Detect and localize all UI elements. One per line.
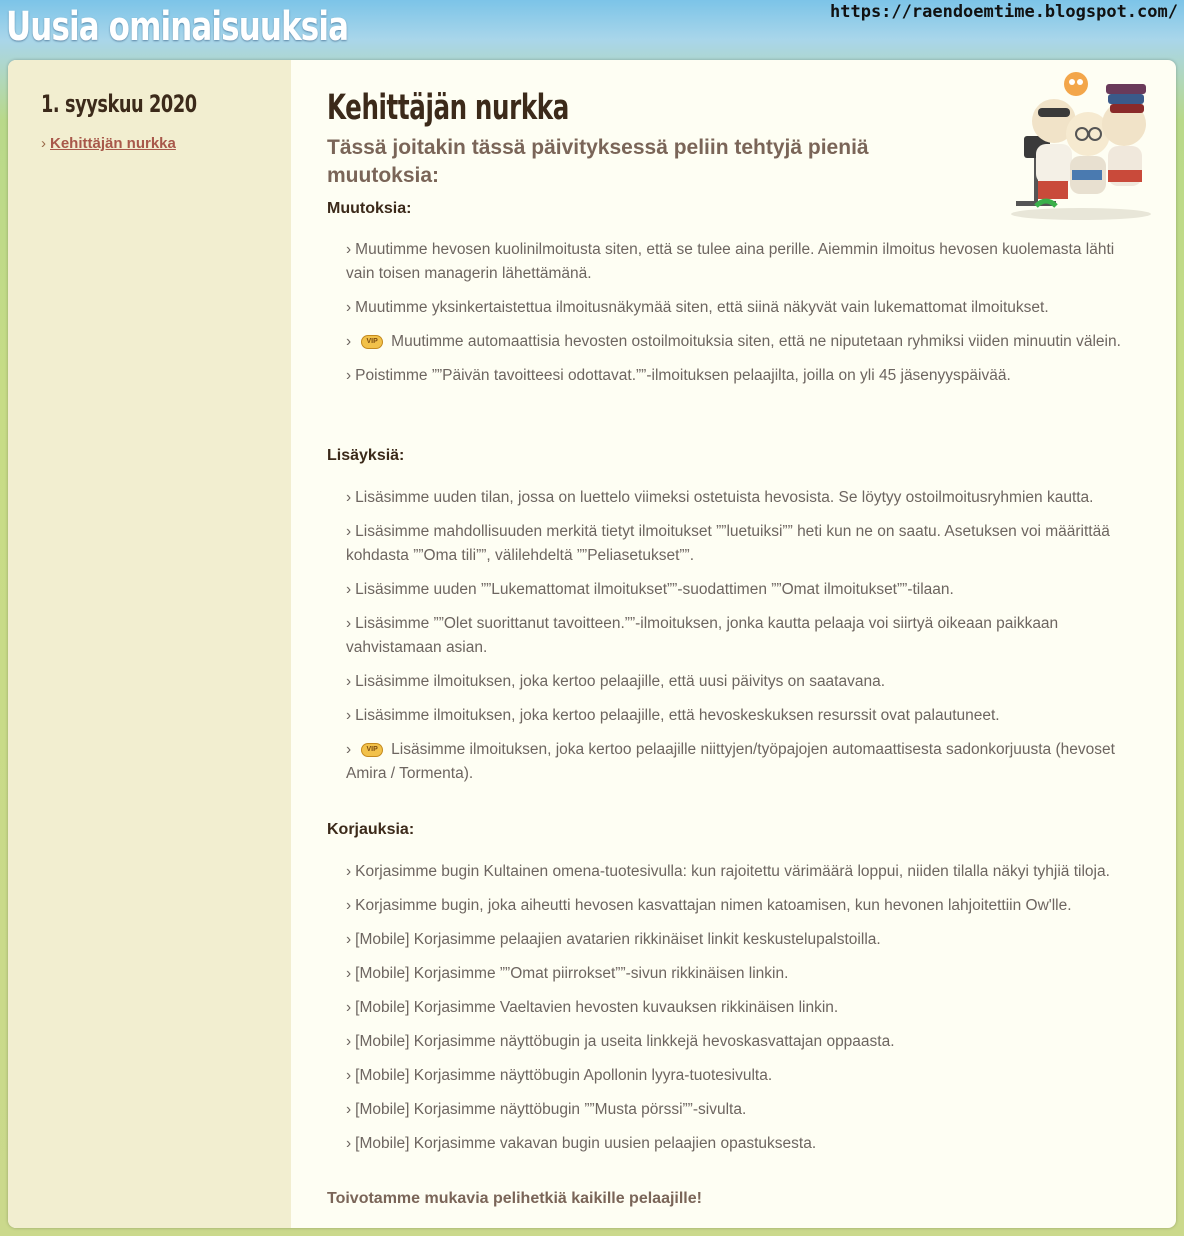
list-item: [346, 238, 1146, 286]
chevron-right-icon: ›: [346, 897, 352, 914]
list-item-text: Lisäsimme ilmoituksen, joka kertoo pelaajille, että hevoskeskuksen resurssit ovat palautuneet.: [355, 707, 1000, 724]
list-item: [346, 704, 1146, 728]
chevron-right-icon: ›: [346, 615, 352, 632]
list-item: [346, 928, 1146, 952]
list-item: [346, 364, 1146, 388]
list-item: [346, 962, 1146, 986]
chevron-right-icon: ›: [346, 707, 352, 724]
chevron-right-icon: ›: [346, 489, 352, 506]
list-item: [346, 1030, 1146, 1054]
chevron-right-icon: ›: [346, 523, 352, 540]
chevron-right-icon: ›: [346, 673, 352, 690]
sidebar-link[interactable]: Kehittäjän nurkka: [50, 135, 176, 152]
list-item: [346, 578, 1146, 602]
list-item-text: Lisäsimme mahdollisuuden merkitä tietyt ilmoitukset ””luetuiksi”” heti kun ne on saatu. Asetuksen voi määrittää kohdasta ””Oma tili””, välilehdeltä ””Peliasetukset””.: [346, 523, 1110, 564]
content-panel: [8, 60, 1176, 1228]
list-item: [346, 612, 1146, 660]
chevron-right-icon: ›: [346, 1067, 352, 1084]
chevron-right-icon: ›: [346, 999, 352, 1016]
list-item-text: [Mobile] Korjasimme vakavan bugin uusien pelaajien opastuksesta.: [355, 1135, 817, 1152]
list-item-text: [Mobile] Korjasimme pelaajien avatarien rikkinäiset linkit keskustelupalstoilla.: [355, 931, 881, 948]
chevron-right-icon: ›: [346, 333, 352, 350]
closing-message: Toivotamme mukavia pelihetkiä kaikille pelaajille!: [327, 1190, 702, 1207]
list-item-text: Muutimme yksinkertaistettua ilmoitusnäkymää siten, että siinä näkyvät vain lukemattomat ilmoitukset.: [355, 299, 1049, 316]
section-heading-korjauksia: Korjauksia:: [327, 821, 415, 838]
list-item: [346, 670, 1146, 694]
section-heading-lisayksia: Lisäyksiä:: [327, 447, 405, 464]
list-item-text: Lisäsimme ilmoituksen, joka kertoo pelaajille niittyjen/työpajojen automaattisesta sadonkorjuusta (hevoset Amira / Tormenta).: [346, 741, 1115, 782]
chevron-right-icon: ›: [346, 1033, 352, 1050]
list-item-text: [Mobile] Korjasimme näyttöbugin ””Musta pörssi””-sivulta.: [355, 1101, 747, 1118]
chevron-right-icon: ›: [346, 367, 352, 384]
list-item: [346, 520, 1146, 568]
additions-list: [346, 486, 1146, 796]
sidebar: [8, 60, 291, 1228]
list-item: [346, 996, 1146, 1020]
chevron-right-icon: ›: [346, 741, 352, 758]
sidebar-date-heading: 1. syyskuu 2020: [41, 90, 197, 118]
main-content: [291, 60, 1176, 1228]
chevron-right-icon: ›: [346, 965, 352, 982]
chevron-right-icon: ›: [346, 581, 352, 598]
list-item-text: [Mobile] Korjasimme näyttöbugin ja useita linkkejä hevoskasvattajan oppaasta.: [355, 1033, 895, 1050]
list-item: [346, 1064, 1146, 1088]
section-heading-muutoksia: Muutoksia:: [327, 200, 412, 217]
chevron-right-icon: ›: [346, 863, 352, 880]
chevron-right-icon: ›: [346, 1135, 352, 1152]
list-item: [346, 860, 1146, 884]
changes-list: [346, 238, 1146, 398]
list-item: [346, 738, 1146, 786]
list-item-text: Muutimme automaattisia hevosten ostoilmoituksia siten, että ne niputetaan ryhmiksi viiden minuutin välein.: [391, 333, 1121, 350]
fixes-list: [346, 860, 1146, 1166]
list-item: [346, 296, 1146, 320]
list-item-text: Poistimme ””Päivän tavoitteesi odottavat.””-ilmoituksen pelaajilta, joilla on yli 45 jäsenyyspäivää.: [355, 367, 1011, 384]
chevron-right-icon: ›: [346, 241, 352, 258]
list-item-text: [Mobile] Korjasimme Vaeltavien hevosten kuvauksen rikkinäisen linkin.: [355, 999, 839, 1016]
list-item: [346, 894, 1146, 918]
chevron-right-icon: ›: [41, 135, 46, 152]
list-item-text: Lisäsimme ilmoituksen, joka kertoo pelaajille, että uusi päivitys on saatavana.: [355, 673, 886, 690]
list-item-text: Korjasimme bugin Kultainen omena-tuotesivulla: kun rajoitettu värimäärä loppui, niiden tilalla näkyi tyhjiä tiloja.: [355, 863, 1110, 880]
sidebar-item-kehittajan-nurkka[interactable]: [41, 135, 176, 152]
list-item-text: Korjasimme bugin, joka aiheutti hevosen kasvattajan nimen katoamisen, kun hevonen lahjoitettiin Ow'lle.: [355, 897, 1072, 914]
vip-badge-icon: VIP: [361, 743, 383, 757]
list-item: [346, 330, 1146, 354]
list-item-text: Muutimme hevosen kuolinilmoitusta siten, että se tulee aina perille. Aiemmin ilmoitus hevosen kuolemasta lähti vain toisen managerin lähettämänä.: [346, 241, 1115, 282]
page-subtitle: Tässä joitakin tässä päivityksessä peliin tehtyjä pieniä muutoksia:: [327, 136, 869, 187]
list-item: [346, 486, 1146, 510]
list-item-text: [Mobile] Korjasimme ””Omat piirrokset””-sivun rikkinäisen linkin.: [355, 965, 789, 982]
list-item-text: [Mobile] Korjasimme näyttöbugin Apollonin lyyra-tuotesivulta.: [355, 1067, 773, 1084]
list-item-text: Lisäsimme uuden ””Lukemattomat ilmoitukset””-suodattimen ””Omat ilmoitukset””-tilaan.: [355, 581, 954, 598]
chevron-right-icon: ›: [346, 299, 352, 316]
watermark-url: https://raendoemtime.blogspot.com/: [830, 2, 1178, 22]
vip-badge-icon: VIP: [361, 335, 383, 349]
chevron-right-icon: ›: [346, 1101, 352, 1118]
list-item: [346, 1098, 1146, 1122]
chevron-right-icon: ›: [346, 931, 352, 948]
list-item-text: Lisäsimme ””Olet suorittanut tavoitteen.””-ilmoituksen, jonka kautta pelaaja voi siirtyä oikeaan paikkaan vahvistamaan asian.: [346, 615, 1059, 656]
page-title: Kehittäjän nurkka: [327, 88, 569, 128]
list-item-text: Lisäsimme uuden tilan, jossa on luettelo viimeksi ostetuista hevosista. Se löytyy ostoilmoitusryhmien kautta.: [355, 489, 1094, 506]
list-item: [346, 1132, 1146, 1156]
developers-characters-illustration: [996, 66, 1166, 221]
page-header-title: Uusia ominaisuuksia: [6, 4, 349, 50]
